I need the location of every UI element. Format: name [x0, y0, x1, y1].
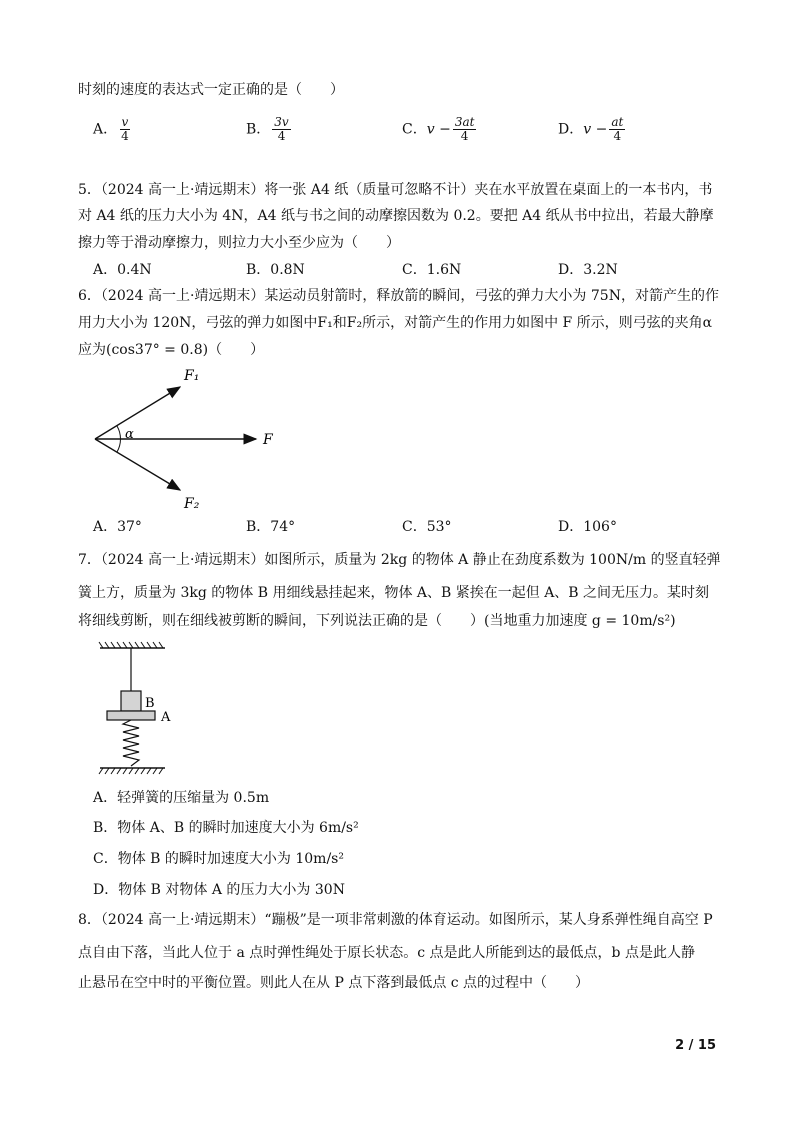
q7-stem-line-1: 7．（2024 高一上·靖远期末）如图所示，质量为 2kg 的物体 A 静止在劲度系数为 100N/m 的竖直轻弹: [78, 552, 721, 568]
q6-option-a: A．37°: [93, 519, 142, 535]
q6-option-b: B．74°: [246, 519, 296, 535]
q7-stem-line-3: 将细线剪断，则在细线被剪断的瞬间，下列说法正确的是（ ）(当地重力加速度 g = 10m/s²): [78, 613, 676, 629]
q6-stem-line-2: 用力大小为 120N，弓弦的弹力如图中F₁和F₂所示，对箭产生的作用力如图中 F 所示，则弓弦的夹角α: [78, 315, 713, 331]
q6-option-d: D．106°: [558, 519, 617, 535]
q5-stem-line-2: 对 A4 纸的压力大小为 4N，A4 纸与书之间的动摩擦因数为 0.2。要把 A4 纸从书中拉出，若最大静摩: [78, 208, 714, 224]
spring: [123, 720, 139, 766]
ceiling-hatch: [99, 642, 163, 648]
spring-block-diagram: [95, 640, 195, 775]
q4-option-b: B． $\frac{3v}{4}$: [246, 115, 289, 143]
f-label: F: [263, 432, 273, 448]
f2-arrow: [95, 439, 180, 490]
label-b: B: [145, 696, 155, 711]
q5-option-c: C．1.6N: [402, 262, 462, 278]
q4-option-a: A． $\frac{v}{4}$: [93, 115, 129, 143]
page-number: 2 / 15: [675, 1038, 716, 1053]
q4-stem-line: 时刻的速度的表达式一定正确的是（ ）: [78, 82, 344, 98]
label-a: A: [161, 710, 171, 725]
q8-stem-line-2: 点自由下落，当此人位于 a 点时弹性绳处于原长状态。c 点是此人所能到达的最低点，b 点是此人静: [78, 945, 695, 961]
q7-option-b: B．物体 A、B 的瞬时加速度大小为 6m/s²: [93, 820, 359, 836]
q8-stem-line-1: 8．（2024 高一上·靖远期末）“蹦极”是一项非常刺激的体育运动。如图所示，某人身系弹性绳自高空 P: [78, 912, 713, 928]
q5-option-b: B．0.8N: [246, 262, 305, 278]
floor-hatch: [99, 768, 163, 774]
q6-option-c: C．53°: [402, 519, 452, 535]
q6-stem-line-1: 6．（2024 高一上·靖远期末）某运动员射箭时，释放箭的瞬间，弓弦的弹力大小为 75N，对箭产生的作: [78, 288, 719, 304]
f1-label: F₁: [184, 368, 200, 384]
q5-stem-line-3: 擦力等于滑动摩擦力，则拉力大小至少应为（ ）: [78, 235, 400, 251]
q8-stem-line-3: 止悬吊在空中时的平衡位置。则此人在从 P 点下落到最低点 c 点的过程中（ ）: [78, 975, 590, 991]
q7-option-a: A．轻弹簧的压缩量为 0.5m: [93, 790, 270, 806]
q5-stem-line-1: 5．（2024 高一上·靖远期末）将一张 A4 纸（质量可忽略不计）夹在水平放置在桌面上的一本书内，书: [78, 182, 713, 198]
f2-label: F₂: [184, 496, 200, 512]
q4-option-c: C．v − $\frac{3at}{4}$: [402, 115, 475, 143]
force-diagram: [80, 362, 290, 514]
q4-option-d: D．v − $\frac{at}{4}$: [558, 115, 624, 143]
alpha-label: α: [125, 427, 134, 442]
q7-option-d: D．物体 B 对物体 A 的压力大小为 30N: [93, 882, 345, 898]
q6-stem-line-3: 应为(cos37° = 0.8)（ ）: [78, 342, 265, 358]
q7-option-c: C．物体 B 的瞬时加速度大小为 10m/s²: [93, 851, 344, 867]
f1-arrow: [95, 387, 180, 439]
q5-option-a: A．0.4N: [93, 262, 152, 278]
q7-stem-line-2: 簧上方，质量为 3kg 的物体 B 用细线悬挂起来，物体 A、B 紧挨在一起但 A、B 之间无压力。某时刻: [78, 585, 710, 601]
q5-option-d: D．3.2N: [558, 262, 618, 278]
block-b: [121, 691, 141, 711]
block-a: [107, 711, 155, 720]
